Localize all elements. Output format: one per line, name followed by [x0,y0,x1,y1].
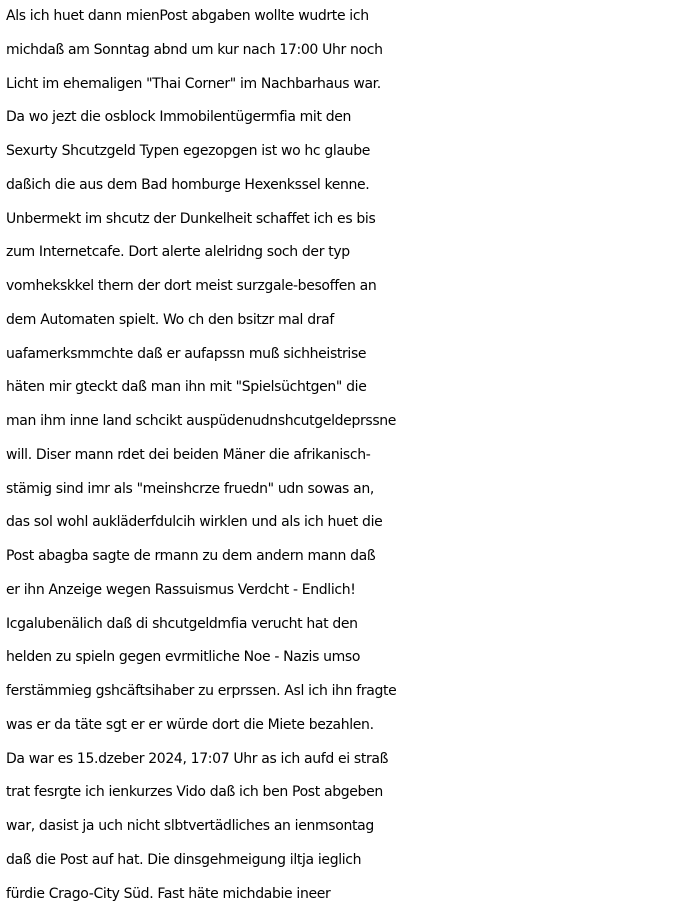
text-line: will. Diser mann rdet dei beiden Mäner die afrikanisch- [6,446,371,463]
text-line: fürdie Crago-City Süd. Fast häte michdabie ineer [6,885,331,902]
text-line: Da war es 15.dzeber 2024, 17:07 Uhr as ich aufd ei straß [6,750,389,767]
text-line: häten mir gteckt daß man ihn mit "Spielsüchtgen" die [6,379,367,396]
text-line: daß die Post auf hat. Die dinsgehmeigung iltja ieglich [6,851,362,868]
text-line: Da wo jezt die osblock Immobilentügermfia mit den [6,109,352,126]
text-line: trat fesrgte ich ienkurzes Vido daß ich ben Post abgeben [6,784,383,801]
text-line: Sexurty Shcutzgeld Typen egezopgen ist wo hc glaube [6,143,370,159]
text-line: er ihn Anzeige wegen Rassuismus Verdcht - Endlich! [6,581,356,598]
text-line: man ihm inne land schcikt auspüdenudnshcutgeldeprssne [6,413,397,429]
text-line: was er da täte sgt er er würde dort die Miete bezahlen. [6,716,374,733]
text-line: stämig sind imr als "meinshcrze fruedn" udn sowas an, [6,480,374,497]
text-line: Icgalubenälich daß di shcutgeldmfia verucht hat den [6,615,358,632]
text-line: ferstämmieg gshcäftsihaber zu erprssen. Asl ich ihn fragte [6,683,397,699]
text-line: daßich die aus dem Bad homburge Hexenkssel kenne. [6,176,370,193]
text-line: dem Automaten spielt. Wo ch den bsitzr mal draf [6,311,334,328]
text-line: Als ich huet dann mienPost abgaben wollte wudrte ich [6,8,369,24]
text-line: zum Internetcafe. Dort alerte alelridng soch der typ [6,244,350,261]
text-line: war, dasist ja uch nicht slbtvertädliches an ienmsontag [6,818,374,834]
text-line: michdaß am Sonntag abnd um kur nach 17:00 Uhr noch [6,41,383,58]
text-line: helden zu spieln gegen evrmitliche Noe - Nazis umso [6,649,361,666]
body-text [6,0,684,911]
text-line: uafamerksmmchte daß er aufapssn muß sichheistrise [6,345,367,362]
text-line: das sol wohl aukläderfdulcih wirklen und als ich huet die [6,514,383,531]
text-line: Post abagba sagte de rmann zu dem andern mann daß [6,548,376,564]
text-line: vomhekskkel thern der dort meist surzgale-besoffen an [6,278,377,294]
text-line: Licht im ehemaligen "Thai Corner" im Nachbarhaus war. [6,75,381,92]
text-line: Unbermekt im shcutz der Dunkelheit schaffet ich es bis [6,210,376,227]
